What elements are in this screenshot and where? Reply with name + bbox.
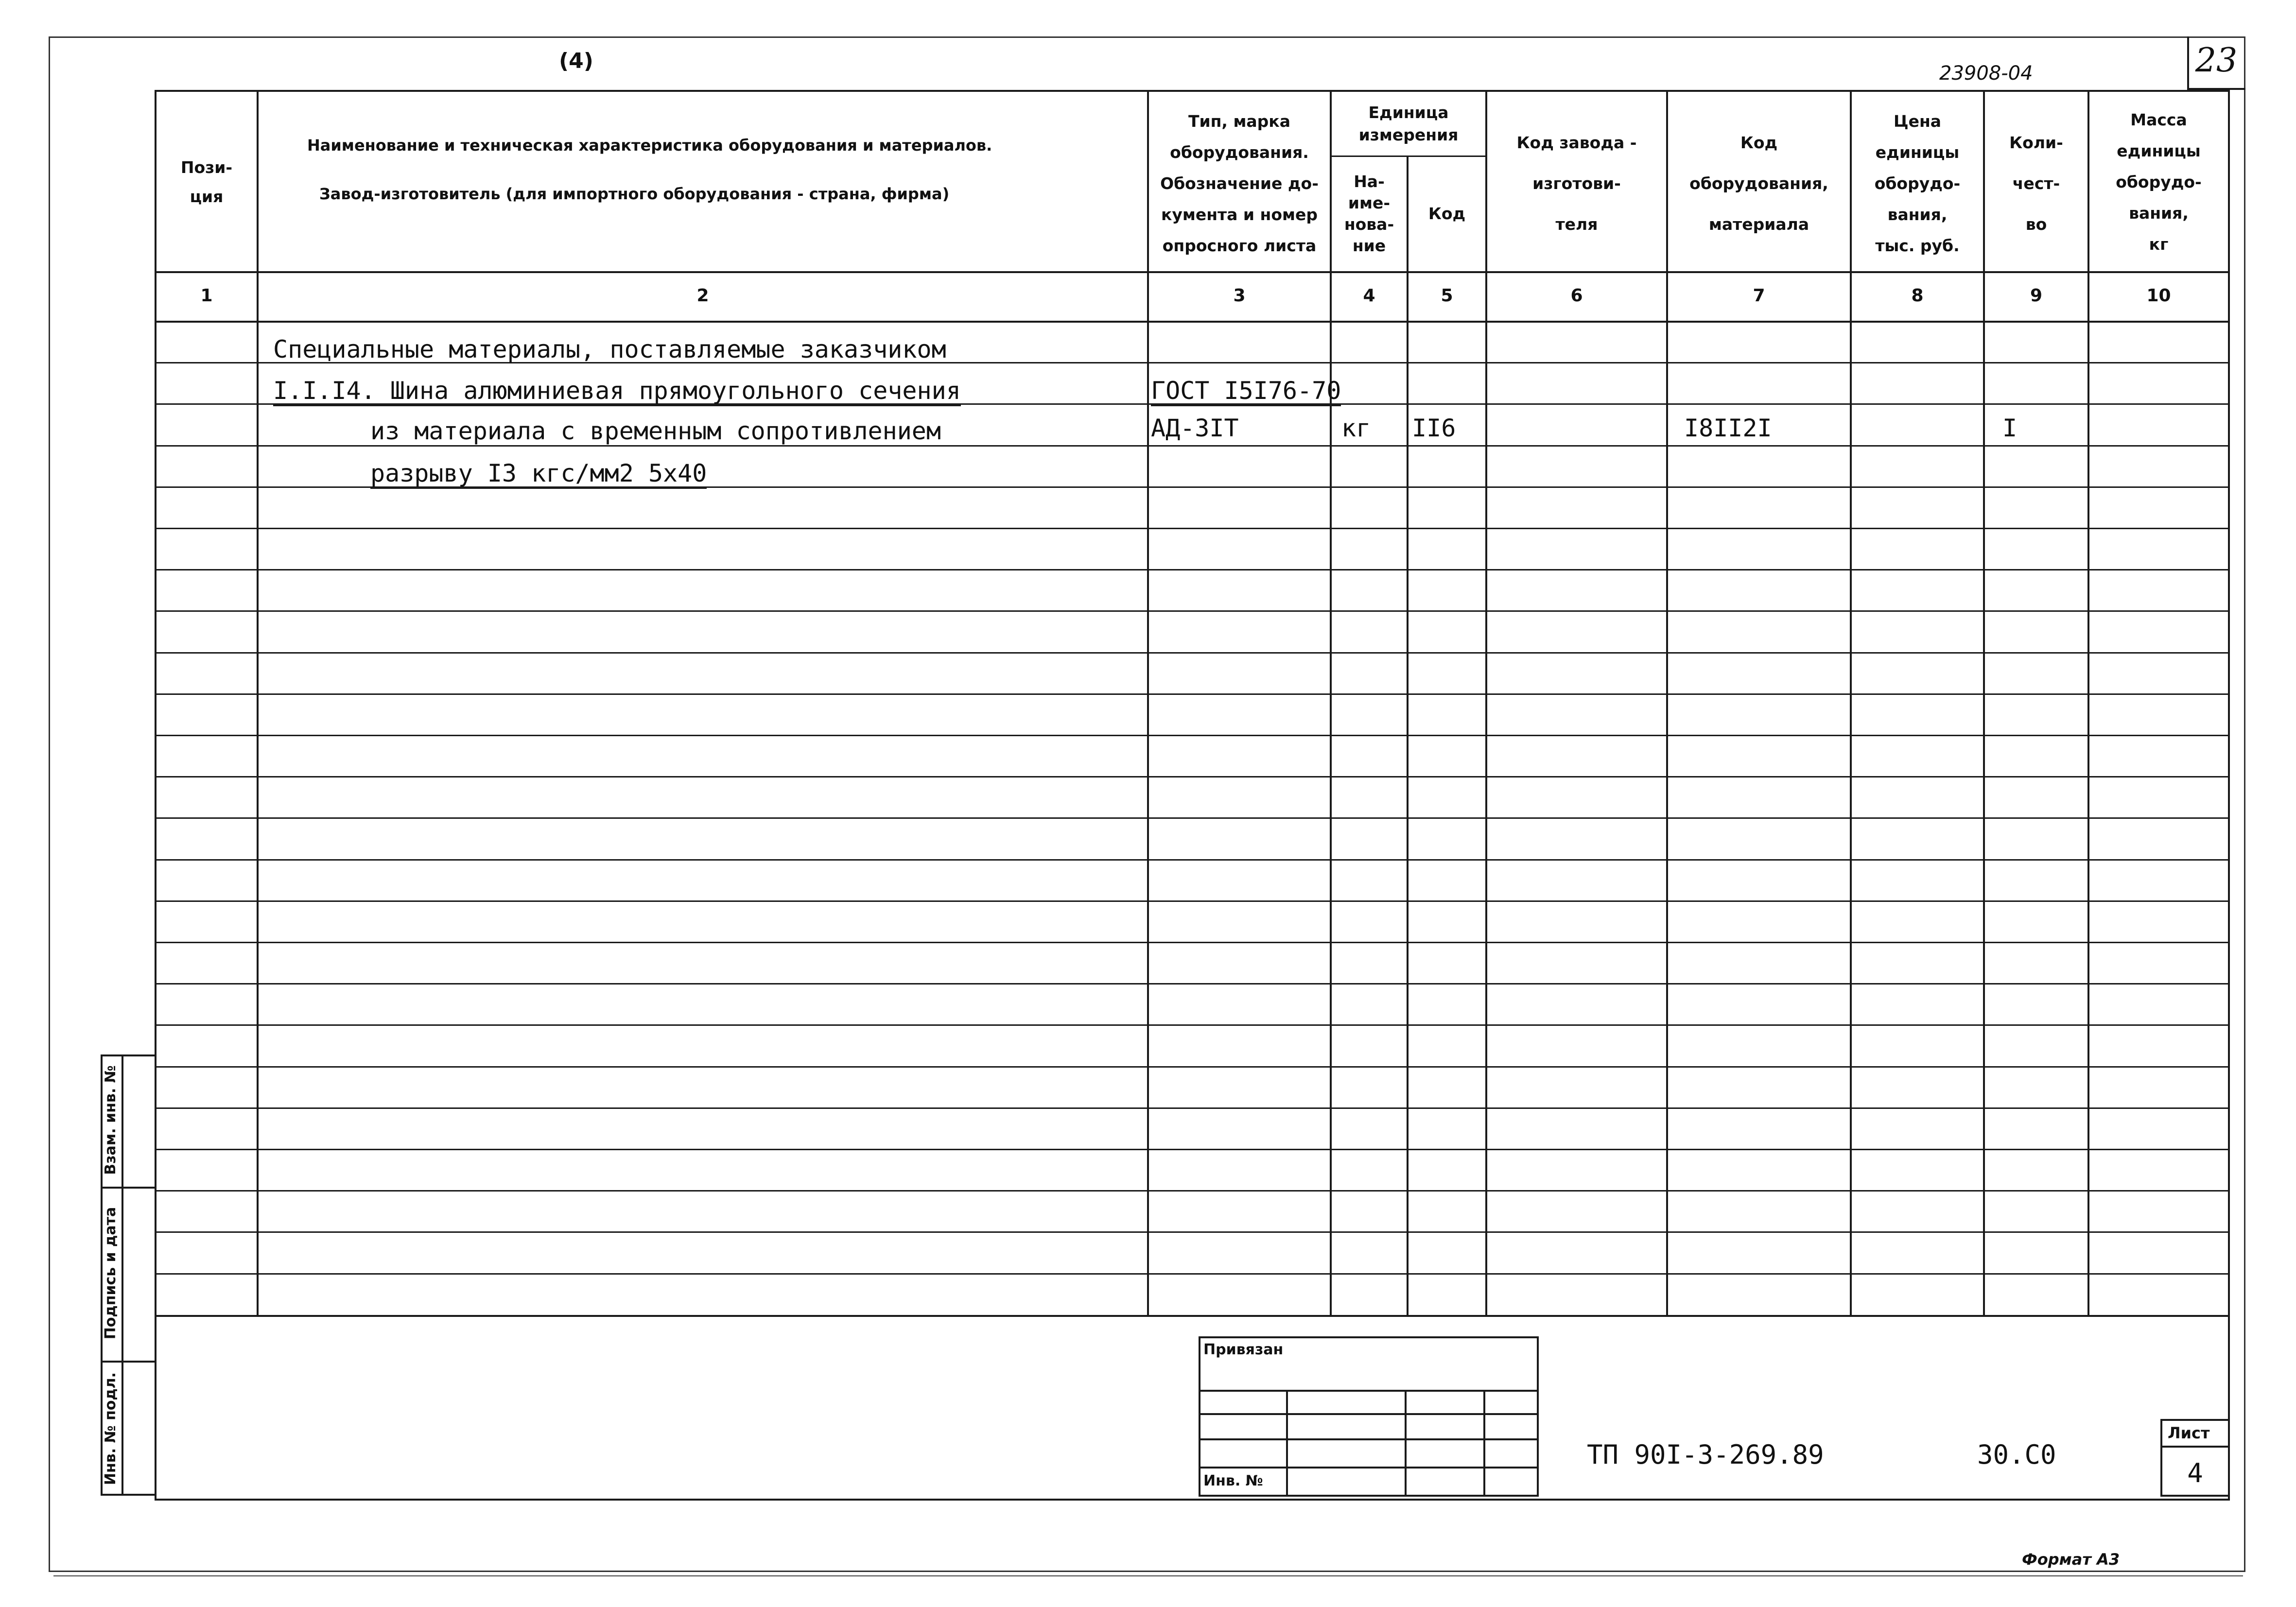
privyazan-label: Привязан bbox=[1203, 1341, 1284, 1358]
header-type: Тип, марка оборудования. Обозначение до- кумента и номер опросного листа bbox=[1160, 111, 1319, 255]
colnum-6: 6 bbox=[1570, 286, 1583, 306]
row4-name: разрыву I3 кгс/мм2 5х40 bbox=[370, 459, 707, 489]
header-position: Пози- ция bbox=[180, 158, 233, 206]
header-unit-code: Код bbox=[1428, 204, 1466, 223]
table-row-line bbox=[155, 1190, 2230, 1192]
colnum-3: 3 bbox=[1233, 286, 1246, 306]
col-divider-8 bbox=[1983, 90, 1985, 1317]
colnum-4: 4 bbox=[1363, 286, 1375, 306]
archive-number: 23908-04 bbox=[1939, 62, 2033, 85]
table-row-line bbox=[155, 942, 2230, 943]
header-mass: Масса единицы оборудо- вания, кг bbox=[2116, 110, 2202, 254]
row3-name: из материала с временным сопротивлением bbox=[370, 417, 941, 447]
table-row-line bbox=[155, 776, 2230, 778]
row3-equipment-code: I8II2I bbox=[1684, 414, 1772, 442]
col-divider-3 bbox=[1330, 90, 1332, 1317]
table-row-line bbox=[155, 1024, 2230, 1026]
row2-name: I.I.I4. Шина алюминиевая прямоугольного сечения bbox=[273, 377, 961, 406]
table-row-line bbox=[155, 1107, 2230, 1109]
col-divider-7 bbox=[1850, 90, 1852, 1317]
row3-type: АД-3IТ bbox=[1151, 414, 1239, 442]
col-divider-6 bbox=[1666, 90, 1668, 1317]
side-stamp-divider bbox=[122, 1054, 123, 1496]
row3-quantity: I bbox=[2002, 414, 2018, 442]
header-price: Цена единицы оборудо- вания, тыс. руб. bbox=[1874, 111, 1961, 255]
table-row-line bbox=[155, 817, 2230, 819]
side-label-podpis: Подпись и дата bbox=[102, 1207, 119, 1340]
row3-unit-code: II6 bbox=[1412, 414, 1456, 442]
header-unit: Единица измерения bbox=[1358, 103, 1459, 144]
colnum-9: 9 bbox=[2030, 286, 2043, 306]
page-number: 23 bbox=[2195, 41, 2238, 80]
col-divider-4 bbox=[1407, 156, 1409, 1317]
row1-name: Специальные материалы, поставляемые заказчиком bbox=[273, 335, 946, 363]
sheet-marker: (4) bbox=[559, 49, 593, 73]
privyazan-line4 bbox=[1199, 1467, 1539, 1469]
header-equipment-code: Код оборудования, материала bbox=[1689, 133, 1828, 234]
colnum-2: 2 bbox=[696, 286, 709, 306]
side-label-vzam: Взам. инв. № bbox=[102, 1065, 119, 1175]
colnum-10: 10 bbox=[2146, 286, 2171, 306]
table-row-line bbox=[155, 1231, 2230, 1233]
sheet-value: 4 bbox=[2187, 1458, 2203, 1488]
privyazan-line2 bbox=[1199, 1413, 1539, 1415]
table-body-bottom bbox=[155, 1315, 2230, 1317]
table-row-line bbox=[155, 693, 2230, 695]
header-unit-name: На- име- нова- ние bbox=[1344, 172, 1394, 255]
privyazan-line3 bbox=[1199, 1438, 1539, 1440]
col-divider-9 bbox=[2087, 90, 2089, 1317]
side-stamp-line1 bbox=[101, 1187, 157, 1189]
table-row-line bbox=[155, 900, 2230, 902]
header-quantity: Коли- чест- во bbox=[2009, 133, 2063, 234]
table-row-line bbox=[155, 1273, 2230, 1275]
table-row-line bbox=[155, 528, 2230, 529]
colnum-8: 8 bbox=[1911, 286, 1924, 306]
privyazan-col3 bbox=[1483, 1390, 1485, 1497]
table-row-line bbox=[155, 1149, 2230, 1150]
row2-type: ГОСТ I5I76-70 bbox=[1151, 377, 1341, 406]
sheet-label: Лист bbox=[2168, 1424, 2210, 1442]
table-row-line bbox=[155, 569, 2230, 570]
section-code: 30.С0 bbox=[1977, 1439, 2056, 1470]
colnum-5: 5 bbox=[1441, 286, 1453, 306]
privyazan-col2 bbox=[1405, 1390, 1407, 1497]
document-code: ТП 90I-3-269.89 bbox=[1587, 1439, 1824, 1470]
unit-subheader-line bbox=[1330, 156, 1486, 157]
colnum-7: 7 bbox=[1753, 286, 1765, 306]
table-row-line bbox=[155, 610, 2230, 612]
table-row-line bbox=[155, 859, 2230, 861]
sheet-box-divider bbox=[2160, 1446, 2230, 1448]
col-divider-5 bbox=[1485, 90, 1487, 1317]
side-label-inv: Инв. № подл. bbox=[102, 1372, 119, 1486]
format-label: Формат А3 bbox=[2022, 1550, 2120, 1569]
header-bottom-line bbox=[155, 271, 2230, 273]
table-row-line bbox=[155, 1066, 2230, 1068]
header-name-line2: Завод-изготовитель (для импортного оборудования - страна, фирма) bbox=[319, 185, 950, 203]
inv-no-label: Инв. № bbox=[1203, 1472, 1263, 1489]
col-divider-1 bbox=[257, 90, 259, 1317]
header-factory-code: Код завода - изготови- теля bbox=[1516, 133, 1637, 234]
table-row-line bbox=[155, 735, 2230, 736]
privyazan-line1 bbox=[1199, 1390, 1539, 1392]
col-divider-2 bbox=[1147, 90, 1149, 1317]
table-row-line bbox=[155, 652, 2230, 654]
table-row-line bbox=[155, 983, 2230, 985]
row3-unit: кг bbox=[1341, 414, 1371, 442]
colnum-bottom-line bbox=[155, 321, 2230, 323]
colnum-1: 1 bbox=[200, 286, 213, 306]
outer-frame-bottom bbox=[53, 1575, 2243, 1576]
header-name-line1: Наименование и техническая характеристика оборудования и материалов. bbox=[307, 136, 992, 155]
privyazan-col1 bbox=[1286, 1390, 1288, 1497]
header-name bbox=[259, 97, 1147, 267]
